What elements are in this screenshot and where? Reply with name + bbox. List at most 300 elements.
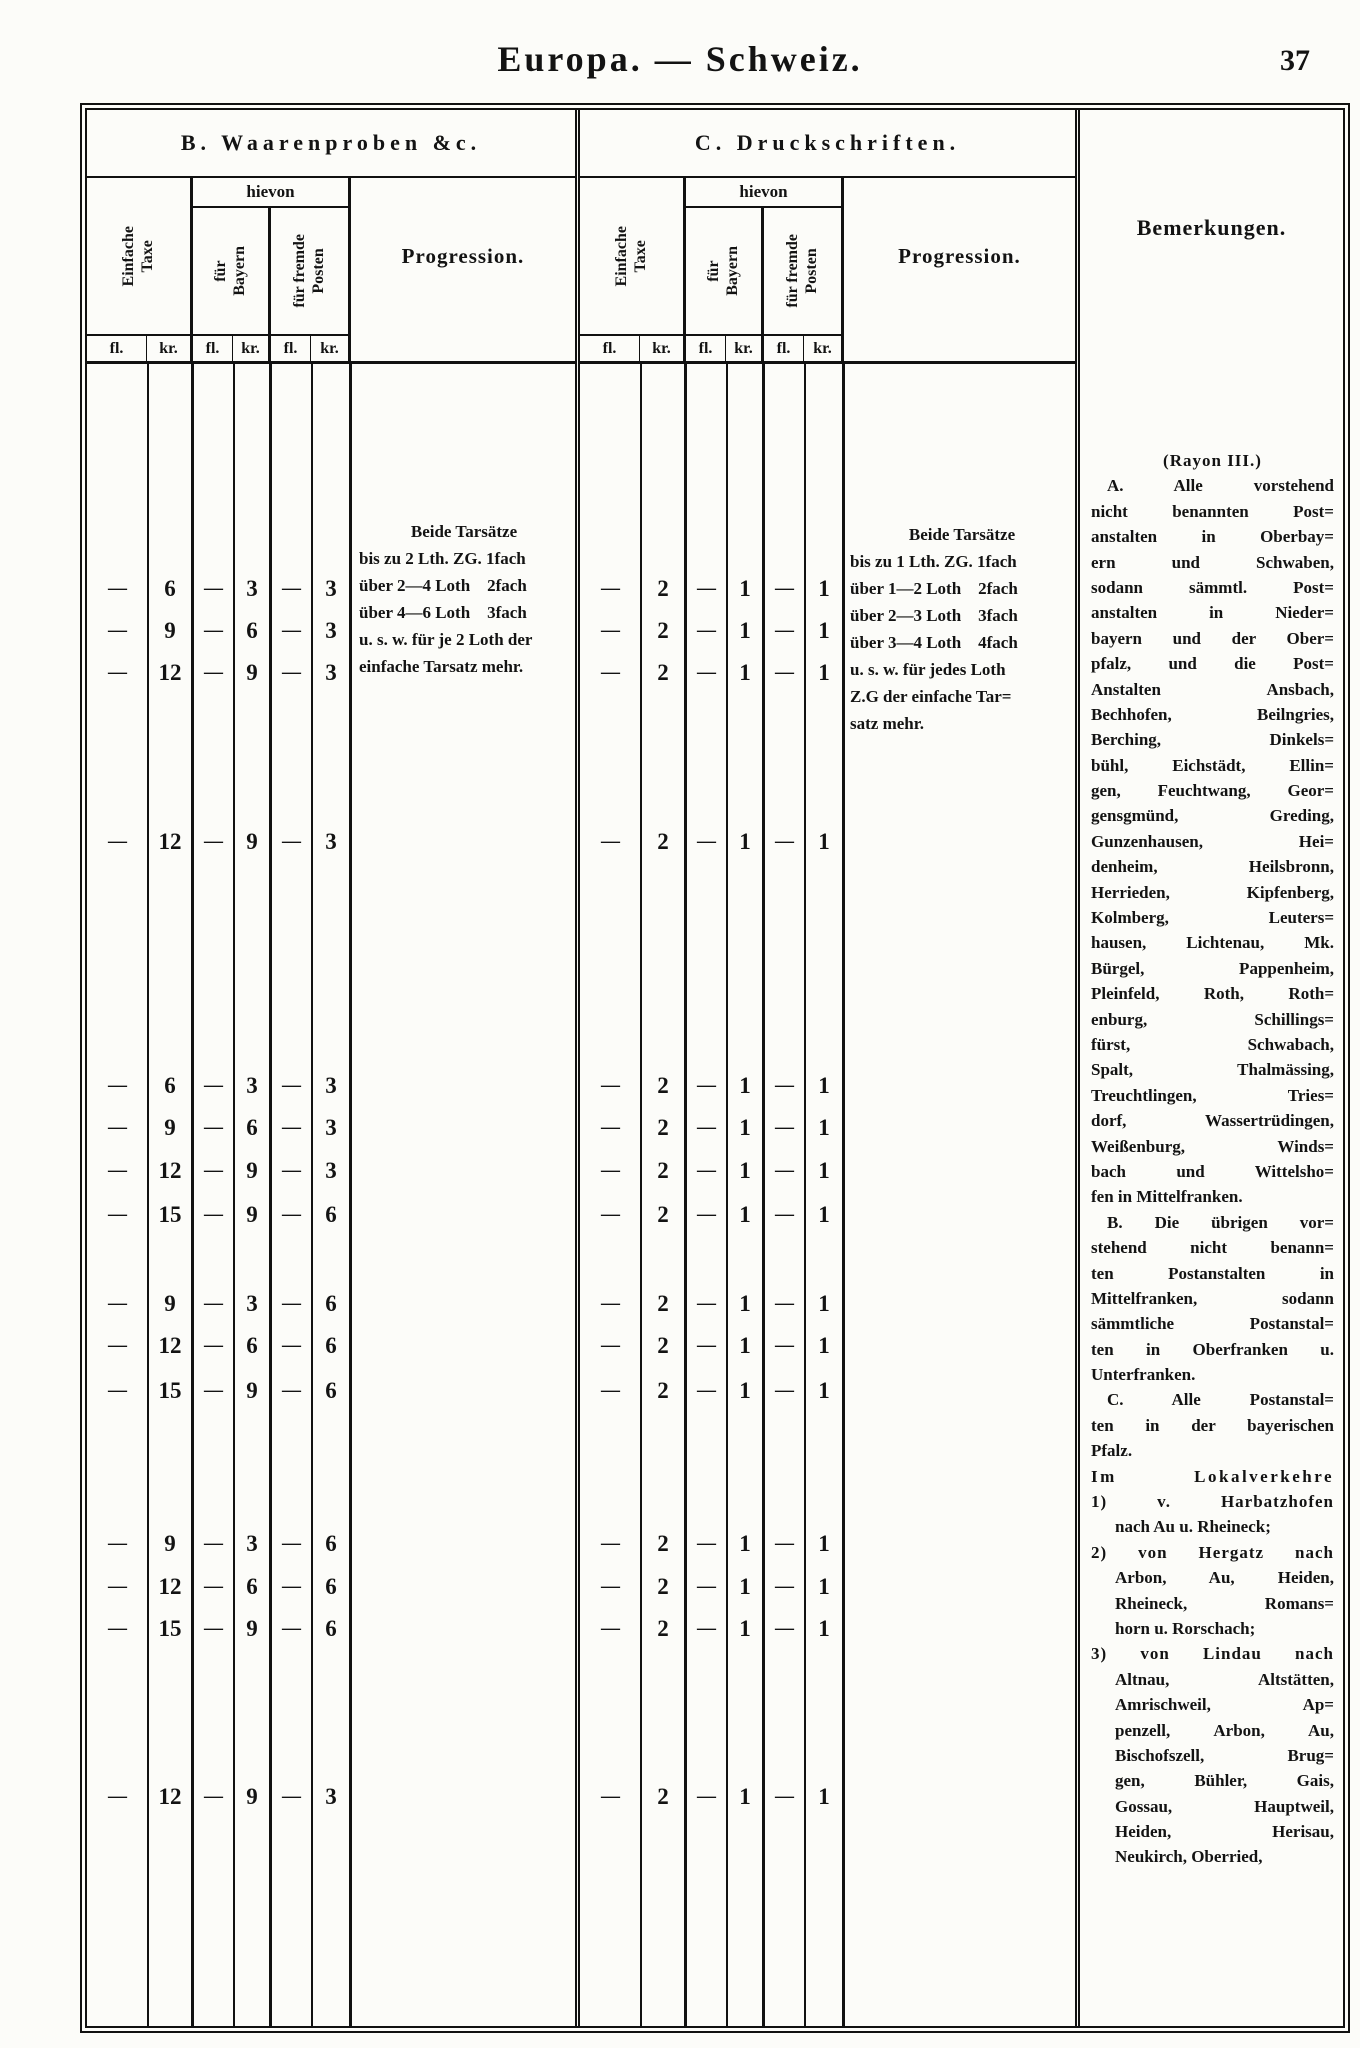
hievon-label-c: hievon [686, 178, 841, 208]
tariff-row [580, 1283, 1075, 1325]
cell-dash: — [697, 1293, 715, 1314]
tariff-row [87, 1325, 575, 1367]
cell-dash: — [108, 662, 126, 683]
cell-dash: — [601, 662, 619, 683]
unit-label: kr. [640, 334, 686, 361]
cell-dash: — [204, 1117, 222, 1138]
cell-dash: — [697, 1117, 715, 1138]
cell-value: 6 [246, 1115, 258, 1140]
unit-label: kr. [726, 334, 764, 361]
cell-value: 1 [739, 1616, 751, 1641]
bemerkungen-line: denheim, Heilsbronn, [1091, 857, 1334, 877]
cell-dash: — [282, 1533, 300, 1554]
cell-value: 12 [158, 1574, 182, 1599]
cell-value: 6 [325, 1378, 337, 1403]
cell-value: 1 [739, 660, 751, 685]
hievon-label: hievon [193, 178, 348, 208]
cell-dash: — [282, 578, 300, 599]
bemerkungen-title: Bemerkungen. [1136, 215, 1287, 240]
bemerkungen-line: penzell, Arbon, Au, [1115, 1720, 1334, 1740]
cell-dash: — [775, 1380, 793, 1401]
unit-row-c [580, 334, 1075, 364]
cell-dash: — [601, 1380, 619, 1401]
unit-label: kr. [147, 334, 193, 361]
unit-label: kr. [233, 334, 271, 361]
cell-dash: — [601, 1117, 619, 1138]
cell-dash: — [697, 1618, 715, 1639]
cell-value: 1 [739, 618, 751, 643]
cell-value: 9 [246, 1202, 258, 1227]
progression-line: bis zu 2 Lth. ZG. 1fach [359, 549, 526, 568]
cell-value: 1 [818, 1531, 830, 1556]
cell-dash: — [775, 1786, 793, 1807]
cell-value: 9 [246, 829, 258, 854]
cell-value: 3 [325, 1158, 337, 1183]
cell-value: 2 [657, 1333, 669, 1358]
cell-dash: — [204, 1075, 222, 1096]
tariff-row [87, 1608, 575, 1650]
cell-value: 3 [325, 1784, 337, 1809]
cell-dash: — [108, 1533, 126, 1554]
cell-value: 2 [657, 660, 669, 685]
cell-value: 1 [818, 1115, 830, 1140]
cell-value: 3 [246, 576, 258, 601]
cell-value: 6 [325, 1333, 337, 1358]
unit-label: fl. [580, 334, 640, 361]
cell-value: 2 [657, 618, 669, 643]
cell-dash: — [282, 831, 300, 852]
cell-dash: — [204, 1533, 222, 1554]
cell-value: 9 [164, 1291, 176, 1316]
unit-row-b [87, 334, 575, 364]
cell-value: 15 [158, 1378, 182, 1403]
bemerkungen-line: Amrischweil, Ap= [1115, 1695, 1334, 1715]
cell-dash: — [601, 1335, 619, 1356]
tariff-row [87, 1523, 575, 1565]
cell-value: 12 [158, 829, 182, 854]
col-header-einfache-taxe [87, 178, 193, 334]
cell-dash: — [697, 1576, 715, 1597]
bemerkungen-line: C. Alle Postanstal= [1107, 1390, 1334, 1410]
cell-dash: — [601, 1618, 619, 1639]
bemerkungen-line: Pfalz. [1091, 1441, 1133, 1461]
col-header-progression-c: Progression. [898, 243, 1021, 268]
cell-value: 9 [246, 1158, 258, 1183]
bemerkungen-line: sodann sämmtl. Post= [1091, 577, 1334, 597]
cell-dash: — [775, 1293, 793, 1314]
cell-dash: — [601, 1075, 619, 1096]
cell-dash: — [697, 662, 715, 683]
bemerkungen-line: Gunzenhausen, Hei= [1091, 831, 1334, 851]
unit-label: kr. [311, 334, 351, 361]
cell-dash: — [204, 1618, 222, 1639]
page-header [0, 38, 1360, 98]
cell-value: 1 [818, 1291, 830, 1316]
page-title: Europa. — Schweiz. [497, 39, 863, 79]
cell-value: 3 [325, 576, 337, 601]
col-header-fuer-fremde-posten-c: für fremde Posten [784, 234, 821, 308]
col-header-fuer-bayern: für Bayern [193, 208, 271, 334]
cell-value: 15 [158, 1616, 182, 1641]
bemerkungen-line: ern und Schwaben, [1091, 552, 1334, 572]
cell-dash: — [282, 1380, 300, 1401]
cell-value: 2 [657, 1202, 669, 1227]
bemerkungen-line: dorf, Wassertrüdingen, [1091, 1111, 1334, 1131]
cell-value: 6 [325, 1291, 337, 1316]
tariff-row [580, 1325, 1075, 1367]
cell-dash: — [108, 1117, 126, 1138]
cell-value: 1 [739, 1202, 751, 1227]
cell-value: 12 [158, 660, 182, 685]
bemerkungen-line: hausen, Lichtenau, Mk. [1091, 933, 1334, 953]
bemerkungen-line: 2) von Hergatz nach [1091, 1542, 1334, 1562]
unit-label: fl. [271, 334, 311, 361]
tariff-row [87, 1283, 575, 1325]
cell-value: 15 [158, 1202, 182, 1227]
cell-value: 3 [246, 1073, 258, 1098]
unit-label: fl. [193, 334, 233, 361]
cell-value: 1 [739, 1378, 751, 1403]
cell-value: 3 [325, 829, 337, 854]
cell-dash: — [601, 1576, 619, 1597]
cell-dash: — [282, 620, 300, 641]
cell-dash: — [108, 1576, 126, 1597]
cell-dash: — [775, 1618, 793, 1639]
progression-line: über 2—3 Loth 3fach [850, 606, 1018, 625]
cell-value: 1 [818, 1073, 830, 1098]
cell-dash: — [108, 578, 126, 599]
bemerkungen-line: ten in der bayerischen [1091, 1415, 1334, 1435]
cell-value: 1 [739, 1073, 751, 1098]
unit-label: kr. [804, 334, 844, 361]
section-b-column-headers [87, 178, 575, 334]
bemerkungen-line: Bischofszell, Brug= [1115, 1745, 1334, 1765]
cell-dash: — [282, 1786, 300, 1807]
progression-line: u. s. w. für jedes Loth [850, 660, 1006, 679]
cell-value: 1 [739, 829, 751, 854]
cell-value: 2 [657, 1784, 669, 1809]
tariff-row [580, 1065, 1075, 1107]
section-druckschriften [575, 110, 1075, 2026]
cell-value: 1 [818, 1333, 830, 1358]
cell-value: 1 [818, 618, 830, 643]
cell-value: 1 [739, 1574, 751, 1599]
cell-dash: — [282, 1293, 300, 1314]
cell-value: 6 [164, 576, 176, 601]
cell-dash: — [108, 1293, 126, 1314]
cell-dash: — [282, 1618, 300, 1639]
bemerkungen-line: Im Lokalverkehre [1091, 1466, 1334, 1486]
bemerkungen-line: Pleinfeld, Roth, Roth= [1091, 984, 1334, 1004]
bemerkungen-line: Bechhofen, Beilngries, [1091, 704, 1334, 724]
tariff-row [580, 1608, 1075, 1650]
cell-dash: — [601, 620, 619, 641]
section-b-title: B. Waarenproben &c. [87, 110, 575, 178]
cell-dash: — [601, 1204, 619, 1225]
page-number: 37 [1280, 44, 1310, 77]
cell-value: 3 [246, 1531, 258, 1556]
cell-dash: — [697, 831, 715, 852]
cell-dash: — [775, 1160, 793, 1181]
bemerkungen-line: pfalz, und die Post= [1091, 654, 1334, 674]
progression-line: Beide Tarsätze [410, 522, 518, 541]
cell-value: 2 [657, 1616, 669, 1641]
bemerkungen-line: Gossau, Hauptweil, [1115, 1796, 1334, 1816]
bemerkungen-line: Rheineck, Romans= [1115, 1593, 1334, 1613]
col-header-fuer-fremde-posten: für fremde Posten [291, 234, 328, 308]
cell-dash: — [282, 1204, 300, 1225]
bemerkungen-line: nach Au u. Rheineck; [1115, 1517, 1271, 1537]
cell-dash: — [601, 1160, 619, 1181]
cell-dash: — [697, 1380, 715, 1401]
section-c-body [580, 364, 1075, 2026]
bemerkungen-line: anstalten in Nieder= [1091, 603, 1334, 623]
bemerkungen-line: anstalten in Oberbay= [1091, 527, 1334, 547]
cell-value: 1 [739, 1115, 751, 1140]
progression-line: über 3—4 Loth 4fach [850, 633, 1018, 652]
cell-value: 2 [657, 1378, 669, 1403]
cell-dash: — [204, 1335, 222, 1356]
tariff-row [580, 1566, 1075, 1608]
cell-value: 9 [246, 1784, 258, 1809]
cell-value: 2 [657, 576, 669, 601]
cell-value: 1 [818, 829, 830, 854]
cell-dash: — [775, 662, 793, 683]
cell-value: 9 [246, 1378, 258, 1403]
unit-label: fl. [686, 334, 726, 361]
col-header-progression-b: Progression. [401, 243, 525, 268]
cell-dash: — [282, 662, 300, 683]
tariff-row [580, 1523, 1075, 1565]
cell-value: 1 [818, 576, 830, 601]
cell-value: 12 [158, 1158, 182, 1183]
cell-value: 1 [818, 660, 830, 685]
tariff-row [87, 1150, 575, 1192]
section-c-title: C. Druckschriften. [580, 110, 1075, 178]
section-c-column-headers [580, 178, 1075, 334]
cell-dash: — [108, 831, 126, 852]
cell-dash: — [204, 1160, 222, 1181]
cell-dash: — [108, 1618, 126, 1639]
cell-value: 2 [657, 1158, 669, 1183]
bemerkungen-line: horn u. Rorschach; [1115, 1618, 1256, 1638]
progression-line: u. s. w. für je 2 Loth der [359, 630, 533, 649]
cell-value: 6 [246, 1333, 258, 1358]
cell-dash: — [775, 578, 793, 599]
bemerkungen-line: B. Die übrigen vor= [1107, 1212, 1334, 1232]
cell-value: 2 [657, 1531, 669, 1556]
bemerkungen-line: Treuchtlingen, Tries= [1091, 1085, 1334, 1105]
progression-line: über 2—4 Loth 2fach [359, 576, 527, 595]
section-b-body [87, 364, 575, 2026]
cell-dash: — [697, 1533, 715, 1554]
cell-dash: — [204, 1576, 222, 1597]
tariff-row [87, 652, 575, 694]
cell-value: 1 [739, 1784, 751, 1809]
cell-value: 1 [739, 1158, 751, 1183]
cell-dash: — [601, 1533, 619, 1554]
cell-value: 9 [164, 1531, 176, 1556]
bemerkungen-line: bach und Wittelsho= [1091, 1161, 1334, 1181]
cell-value: 3 [325, 618, 337, 643]
cell-value: 1 [739, 1333, 751, 1358]
bemerkungen-line: Berching, Dinkels= [1091, 730, 1334, 750]
cell-dash: — [775, 1576, 793, 1597]
cell-value: 6 [164, 1073, 176, 1098]
cell-value: 2 [657, 829, 669, 854]
cell-dash: — [282, 1160, 300, 1181]
tariff-row [580, 1150, 1075, 1192]
cell-value: 3 [325, 1115, 337, 1140]
cell-value: 2 [657, 1073, 669, 1098]
cell-value: 9 [246, 1616, 258, 1641]
cell-dash: — [775, 1117, 793, 1138]
cell-dash: — [775, 1335, 793, 1356]
bemerkungen-line: Anstalten Ansbach, [1091, 679, 1334, 699]
unit-label: fl. [87, 334, 147, 361]
progression-line: über 1—2 Loth 2fach [850, 579, 1018, 598]
bemerkungen-line: Mittelfranken, sodann [1091, 1288, 1334, 1308]
einfache-taxe-label: Einfache Taxe [120, 225, 157, 287]
bemerkungen-line: 1) v. Harbatzhofen [1091, 1492, 1334, 1512]
cell-dash: — [204, 1204, 222, 1225]
cell-value: 12 [158, 1784, 182, 1809]
bemerkungen-line: (Rayon III.) [1163, 451, 1262, 470]
cell-value: 1 [739, 576, 751, 601]
cell-value: 2 [657, 1291, 669, 1316]
cell-value: 1 [739, 1531, 751, 1556]
progression-line: Z.G der einfache Tar= [850, 687, 1012, 706]
cell-dash: — [697, 1075, 715, 1096]
bemerkungen-text [1091, 448, 1334, 1870]
progression-line: einfache Tarsatz mehr. [359, 657, 524, 676]
col-header-hievon-c [686, 178, 844, 334]
cell-dash: — [204, 1786, 222, 1807]
cell-value: 3 [246, 1291, 258, 1316]
cell-value: 9 [164, 1115, 176, 1140]
progression-line: über 4—6 Loth 3fach [359, 603, 527, 622]
section-waarenproben [87, 110, 575, 2026]
bemerkungen-line: fen in Mittelfranken. [1091, 1187, 1243, 1207]
tariff-row [87, 1194, 575, 1236]
bemerkungen-line: Bürgel, Pappenheim, [1091, 958, 1334, 978]
cell-value: 6 [325, 1616, 337, 1641]
tariff-row [87, 568, 575, 610]
cell-dash: — [697, 1160, 715, 1181]
cell-value: 9 [164, 618, 176, 643]
cell-dash: — [697, 1786, 715, 1807]
cell-dash: — [108, 1204, 126, 1225]
tariff-row [87, 1566, 575, 1608]
cell-dash: — [108, 1075, 126, 1096]
progression-line: Beide Tarsätze [908, 525, 1016, 544]
bemerkungen-line: stehend nicht benann= [1091, 1238, 1334, 1258]
bemerkungen-line: Kolmberg, Leuters= [1091, 908, 1334, 928]
progression-line: bis zu 1 Lth. ZG. 1fach [850, 552, 1017, 571]
cell-dash: — [601, 1786, 619, 1807]
cell-dash: — [108, 1380, 126, 1401]
cell-value: 1 [818, 1202, 830, 1227]
tariff-row [580, 610, 1075, 652]
cell-dash: — [282, 1335, 300, 1356]
bemerkungen-line: gensgmünd, Greding, [1091, 806, 1334, 826]
cell-dash: — [775, 620, 793, 641]
cell-value: 9 [246, 660, 258, 685]
cell-value: 1 [818, 1574, 830, 1599]
bemerkungen-line: ten Postanstalten in [1091, 1263, 1334, 1283]
tariff-row [580, 652, 1075, 694]
cell-value: 1 [818, 1378, 830, 1403]
cell-value: 1 [739, 1291, 751, 1316]
col-header-einfache-taxe-c: Einfache Taxe [580, 178, 686, 334]
bemerkungen-line: Unterfranken. [1091, 1365, 1196, 1385]
tariff-row [87, 610, 575, 652]
cell-dash: — [204, 831, 222, 852]
col-header-hievon [193, 178, 351, 334]
cell-dash: — [204, 1380, 222, 1401]
cell-value: 12 [158, 1333, 182, 1358]
cell-dash: — [601, 578, 619, 599]
cell-value: 3 [325, 1073, 337, 1098]
cell-dash: — [282, 1117, 300, 1138]
bemerkungen-line: 3) von Lindau nach [1091, 1644, 1334, 1664]
tariff-row [580, 568, 1075, 610]
cell-dash: — [204, 662, 222, 683]
cell-dash: — [775, 1204, 793, 1225]
cell-dash: — [775, 831, 793, 852]
unit-label: fl. [764, 334, 804, 361]
cell-value: 1 [818, 1616, 830, 1641]
bemerkungen-line: enburg, Schillings= [1091, 1009, 1334, 1029]
tariff-row [87, 1370, 575, 1412]
cell-value: 1 [818, 1784, 830, 1809]
bemerkungen-line: gen, Feuchtwang, Geor= [1091, 781, 1334, 801]
bemerkungen-line: Weißenburg, Winds= [1091, 1136, 1334, 1156]
cell-value: 2 [657, 1574, 669, 1599]
progression-line: satz mehr. [850, 714, 924, 733]
bemerkungen-line: nicht benannten Post= [1091, 501, 1334, 521]
cell-value: 6 [325, 1202, 337, 1227]
bemerkungen-column [1075, 110, 1343, 2026]
cell-dash: — [697, 620, 715, 641]
bemerkungen-line: Arbon, Au, Heiden, [1115, 1568, 1334, 1588]
cell-value: 1 [818, 1158, 830, 1183]
tariff-row [87, 1107, 575, 1149]
cell-dash: — [697, 1204, 715, 1225]
bemerkungen-line: sämmtliche Postanstal= [1091, 1314, 1334, 1334]
bemerkungen-line: A. Alle vorstehend [1107, 476, 1334, 496]
cell-dash: — [697, 578, 715, 599]
col-header-fuer-bayern-c: für Bayern [686, 208, 764, 334]
tariff-table [80, 103, 1350, 2033]
tariff-row [580, 821, 1075, 863]
bemerkungen-line: ten in Oberfranken u. [1091, 1339, 1334, 1359]
cell-dash: — [282, 1576, 300, 1597]
tariff-row [87, 1065, 575, 1107]
cell-dash: — [108, 1335, 126, 1356]
cell-dash: — [697, 1335, 715, 1356]
cell-dash: — [601, 831, 619, 852]
bemerkungen-line: Heiden, Herisau, [1115, 1822, 1334, 1842]
cell-value: 6 [325, 1531, 337, 1556]
cell-dash: — [108, 620, 126, 641]
tariff-row [87, 1776, 575, 1818]
tariff-row [580, 1370, 1075, 1412]
bemerkungen-line: bayern und der Ober= [1091, 628, 1334, 648]
cell-value: 6 [325, 1574, 337, 1599]
bemerkungen-line: bühl, Eichstädt, Ellin= [1091, 755, 1334, 775]
tariff-row [87, 821, 575, 863]
